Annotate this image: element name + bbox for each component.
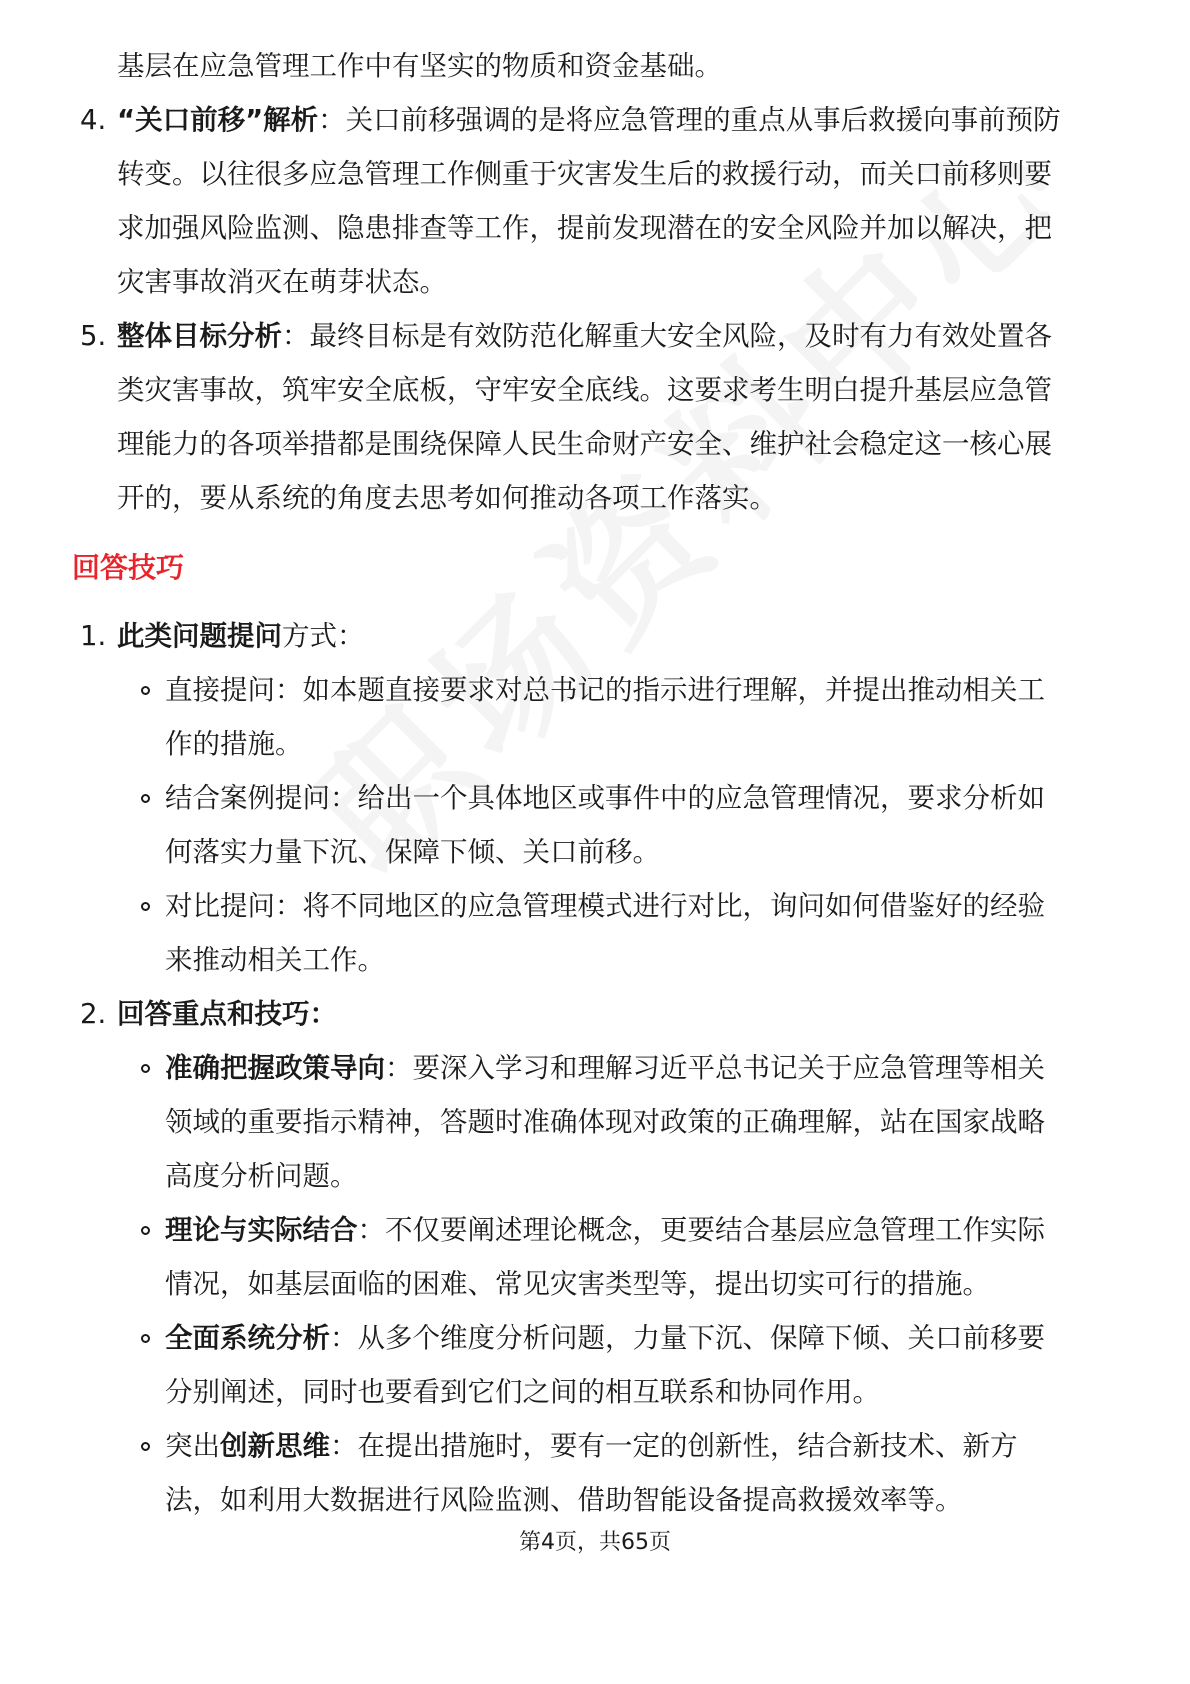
tip1-item1-line-1: 直接提问：如本题直接要求对总书记的指示进行理解，并提出推动相关工	[165, 674, 1045, 706]
point4-line-2: 转变。以往很多应急管理工作侧重于灾害发生后的救援行动，而关口前移则要	[117, 158, 1052, 190]
tip2-item3-line-1: 全面系统分析：从多个维度分析问题，力量下沉、保障下倾、关口前移要	[165, 1322, 1045, 1354]
bullet-icon	[141, 686, 150, 695]
point5-line-3: 理能力的各项举措都是围绕保障人民生命财产安全、维护社会稳定这一核心展	[117, 428, 1052, 460]
tip1-item2-line-2: 何落实力量下沉、保障下倾、关口前移。	[165, 836, 660, 868]
bullet-icon	[141, 1442, 150, 1451]
list-number: 5.	[80, 320, 107, 352]
point5-line-2: 类灾害事故，筑牢安全底板，守牢安全底线。这要求考生明白提升基层应急管	[117, 374, 1052, 406]
list-number: 2.	[80, 998, 107, 1030]
tip1-item1-line-2: 作的措施。	[165, 728, 303, 760]
tip2-item4-line-2: 法，如利用大数据进行风险监测、借助智能设备提高救援效率等。	[165, 1484, 963, 1516]
point4-line-3: 求加强风险监测、隐患排查等工作，提前发现潜在的安全风险并加以解决，把	[117, 212, 1052, 244]
tip1-title: 此类问题提问方式：	[117, 620, 365, 652]
tip1-item3-line-1: 对比提问：将不同地区的应急管理模式进行对比，询问如何借鉴好的经验	[165, 890, 1045, 922]
page-footer: 第4页，共65页	[519, 1530, 671, 1555]
tip2-item3-line-2: 分别阐述，同时也要看到它们之间的相互联系和协同作用。	[165, 1376, 880, 1408]
section-heading: 回答技巧	[72, 551, 185, 584]
point5-line-1: 整体目标分析：最终目标是有效防范化解重大安全风险，及时有力有效处置各	[117, 320, 1052, 352]
bullet-icon	[141, 794, 150, 803]
point4-line-1: “关口前移”解析：关口前移强调的是将应急管理的重点从事后救援向事前预防	[117, 104, 1061, 136]
list-number: 1.	[80, 620, 107, 652]
tip2-item1-line-2: 领域的重要指示精神，答题时准确体现对政策的正确理解，站在国家战略	[165, 1106, 1045, 1138]
tip1-item2-line-1: 结合案例提问：给出一个具体地区或事件中的应急管理情况，要求分析如	[165, 782, 1045, 814]
bullet-icon	[141, 1226, 150, 1235]
tip2-item1-line-1: 准确把握政策导向：要深入学习和理解习近平总书记关于应急管理等相关	[165, 1052, 1045, 1084]
point5-line-4: 开的，要从系统的角度去思考如何推动各项工作落实。	[117, 482, 777, 514]
list-number: 4.	[80, 104, 107, 136]
tip1-item3-line-2: 来推动相关工作。	[165, 944, 385, 976]
bullet-icon	[141, 902, 150, 911]
bullet-icon	[141, 1334, 150, 1343]
continuation-line: 基层在应急管理工作中有坚实的物质和资金基础。	[117, 50, 722, 82]
bullet-icon	[141, 1064, 150, 1073]
tip2-item2-line-2: 情况，如基层面临的困难、常见灾害类型等，提出切实可行的措施。	[165, 1268, 990, 1300]
point5-title: 整体目标分析	[117, 320, 282, 352]
point4-line-4: 灾害事故消灭在萌芽状态。	[117, 266, 447, 298]
point4-title: “关口前移”解析	[117, 104, 319, 136]
tip2-item1-line-3: 高度分析问题。	[165, 1160, 358, 1192]
tip2-item2-line-1: 理论与实际结合：不仅要阐述理论概念，更要结合基层应急管理工作实际	[165, 1214, 1045, 1246]
tip2-item4-line-1: 突出创新思维：在提出措施时，要有一定的创新性，结合新技术、新方	[165, 1430, 1018, 1462]
tip2-title: 回答重点和技巧：	[117, 998, 337, 1030]
